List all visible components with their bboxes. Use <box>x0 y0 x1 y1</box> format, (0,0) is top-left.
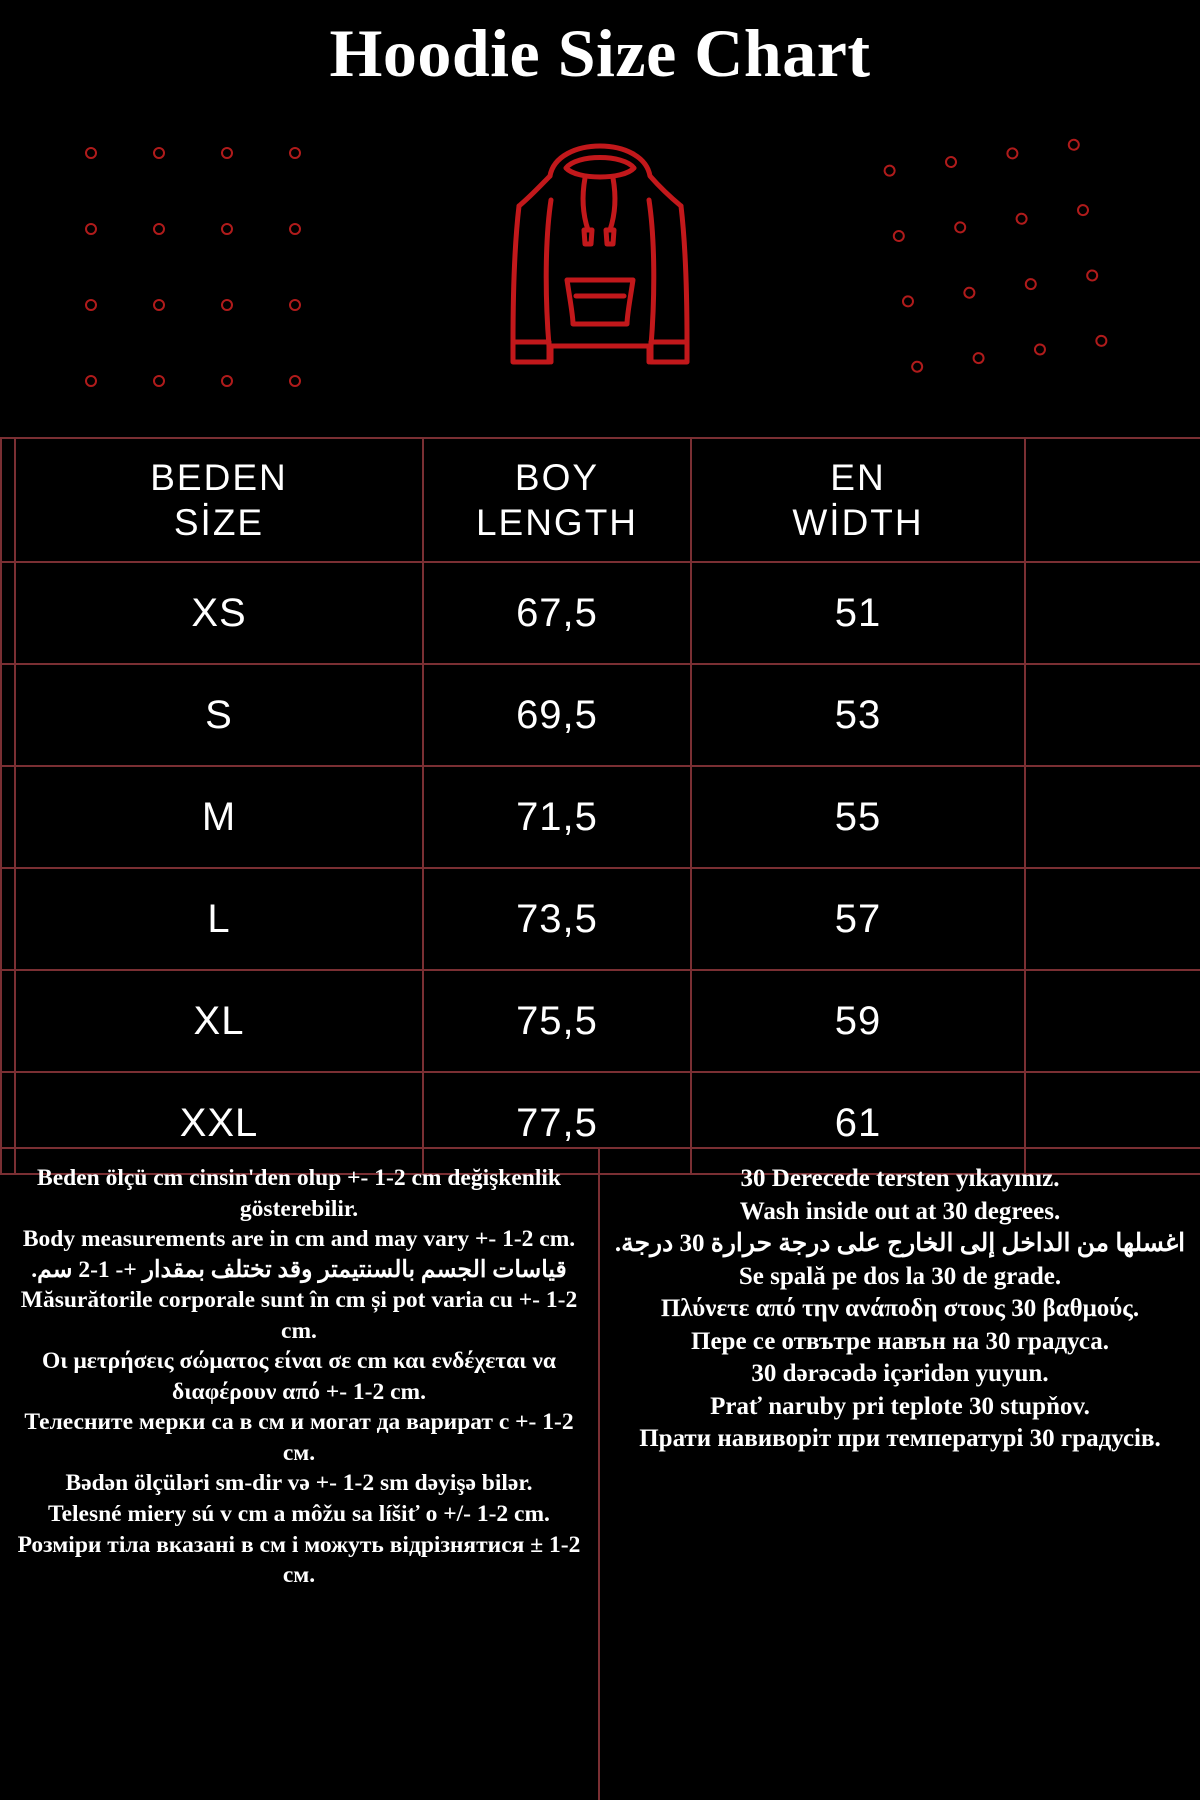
dot-icon <box>1085 269 1099 283</box>
note-line: Πλύνετε από την ανάποδη στους 30 βαθμούς. <box>660 1295 1140 1322</box>
cell-size: M <box>15 766 423 868</box>
column-header-size-line1: BEDEN <box>150 456 288 498</box>
note-line: Bədən ölçüləri sm-dir və +- 1-2 sm dəyişə bilər. <box>65 1470 533 1497</box>
note-line: Măsurătorile corporale sunt în cm și pot varia cu +- 1-2 cm. <box>20 1287 578 1344</box>
dot-icon <box>221 147 233 159</box>
dot-decoration-left <box>85 147 357 451</box>
note-line: Prať naruby pri teplote 30 stupňov. <box>710 1392 1090 1420</box>
table-row <box>1 970 1200 1072</box>
note-line: Body measurements are in cm and may vary +- 1-2 cm. <box>22 1226 576 1253</box>
dot-icon <box>289 223 301 235</box>
spacer-cell <box>1 438 15 562</box>
column-header-width-line1: EN <box>830 456 886 498</box>
note-line: Beden ölçü cm cinsin'den olup +- 1-2 cm değişkenlik gösterebilir. <box>37 1165 561 1222</box>
dot-icon <box>972 351 986 365</box>
dot-icon <box>1024 277 1038 291</box>
dot-icon <box>289 375 301 387</box>
note-line: Прати навиворіт при температурі 30 градусів. <box>639 1425 1161 1452</box>
column-header-size-line2: SİZE <box>173 502 265 543</box>
cell-width: 53 <box>691 664 1025 766</box>
dot-icon <box>85 299 97 311</box>
dot-icon <box>910 360 924 374</box>
dot-icon <box>1006 147 1020 161</box>
cell-size: XL <box>15 970 423 1072</box>
column-header-width-line2: WİDTH <box>792 502 924 543</box>
row-spacer <box>1 562 15 664</box>
row-spacer-right <box>1025 970 1200 1072</box>
row-spacer <box>1 868 15 970</box>
measurement-notes <box>0 1149 600 1800</box>
cell-width: 59 <box>691 970 1025 1072</box>
note-line: Телесните мерки са в см и могат да варират с +- 1-2 см. <box>24 1409 574 1466</box>
note-line: اغسلها من الداخل إلى الخارج على درجة حرارة 30 درجة. <box>614 1230 1186 1257</box>
cell-width: 57 <box>691 868 1025 970</box>
dot-icon <box>85 147 97 159</box>
spacer-cell-right <box>1025 438 1200 562</box>
cell-length: 73,5 <box>423 868 691 970</box>
note-line: 30 dərəcədə içəridən yuyun. <box>751 1360 1049 1387</box>
cell-length: 69,5 <box>423 664 691 766</box>
note-line: Telesné miery sú v cm a môžu sa líšiť o +/- 1-2 cm. <box>48 1501 550 1528</box>
dot-icon <box>153 223 165 235</box>
dot-icon <box>85 375 97 387</box>
dot-icon <box>289 299 301 311</box>
note-line: 30 Derecede tersten yıkayınız. <box>740 1165 1060 1192</box>
column-header-size <box>15 438 423 562</box>
dot-icon <box>1067 138 1081 152</box>
row-spacer-right <box>1025 766 1200 868</box>
table-header-row <box>1 438 1200 562</box>
notes-section <box>0 1147 1200 1800</box>
note-line: Se spală pe dos la 30 de grade. <box>738 1262 1062 1290</box>
table-row <box>1 868 1200 970</box>
row-spacer-right <box>1025 562 1200 664</box>
column-header-width <box>691 438 1025 562</box>
cell-width: 55 <box>691 766 1025 868</box>
dot-icon <box>883 164 897 178</box>
note-line: Wash inside out at 30 degrees. <box>739 1197 1061 1225</box>
cell-size: XXL <box>15 1072 423 1174</box>
row-spacer-right <box>1025 664 1200 766</box>
size-table <box>0 437 1200 1175</box>
cell-length: 75,5 <box>423 970 691 1072</box>
dot-icon <box>1076 203 1090 217</box>
row-spacer-right <box>1025 868 1200 970</box>
dot-icon <box>892 229 906 243</box>
dot-icon <box>221 299 233 311</box>
care-instructions <box>600 1149 1200 1800</box>
table-row <box>1 664 1200 766</box>
dot-icon <box>953 221 967 235</box>
row-spacer <box>1 766 15 868</box>
cell-length: 67,5 <box>423 562 691 664</box>
cell-width: 61 <box>691 1072 1025 1174</box>
dot-icon <box>1033 343 1047 357</box>
note-line: Розміри тіла вказані в см і можуть відрізнятися ± 1-2 см. <box>17 1531 581 1589</box>
note-line: قياسات الجسم بالسنتيمتر وقد تختلف بمقدار +- 1-2 سم. <box>31 1256 567 1283</box>
cell-length: 71,5 <box>423 766 691 868</box>
cell-size: XS <box>15 562 423 664</box>
dot-decoration-right <box>883 131 1165 427</box>
dot-icon <box>153 147 165 159</box>
cell-width: 51 <box>691 562 1025 664</box>
note-line: Οι μετρήσεις σώματος είναι σε cm και ενδέχεται να διαφέρουν από +- 1-2 cm. <box>42 1348 556 1405</box>
dot-icon <box>221 223 233 235</box>
dot-icon <box>944 155 958 169</box>
dot-icon <box>221 375 233 387</box>
dot-icon <box>85 223 97 235</box>
size-table-container <box>0 437 1200 1147</box>
column-header-length <box>423 438 691 562</box>
cell-size: L <box>15 868 423 970</box>
page-title: Hoodie Size Chart <box>329 15 871 91</box>
dot-icon <box>1015 212 1029 226</box>
column-header-length-line2: LENGTH <box>475 502 639 543</box>
column-header-length-line1: BOY <box>514 456 600 498</box>
dot-icon <box>963 286 977 300</box>
table-row <box>1 766 1200 868</box>
dot-icon <box>289 147 301 159</box>
header <box>0 0 1200 437</box>
dot-icon <box>153 299 165 311</box>
note-line: Пере се отвътре навън на 30 градуса. <box>691 1327 1109 1355</box>
dot-icon <box>901 295 915 309</box>
table-row <box>1 562 1200 664</box>
cell-size: S <box>15 664 423 766</box>
dot-icon <box>153 375 165 387</box>
cell-length: 77,5 <box>423 1072 691 1174</box>
row-spacer <box>1 970 15 1072</box>
dot-icon <box>1095 334 1109 348</box>
row-spacer <box>1 664 15 766</box>
hoodie-outline-icon <box>445 110 755 400</box>
